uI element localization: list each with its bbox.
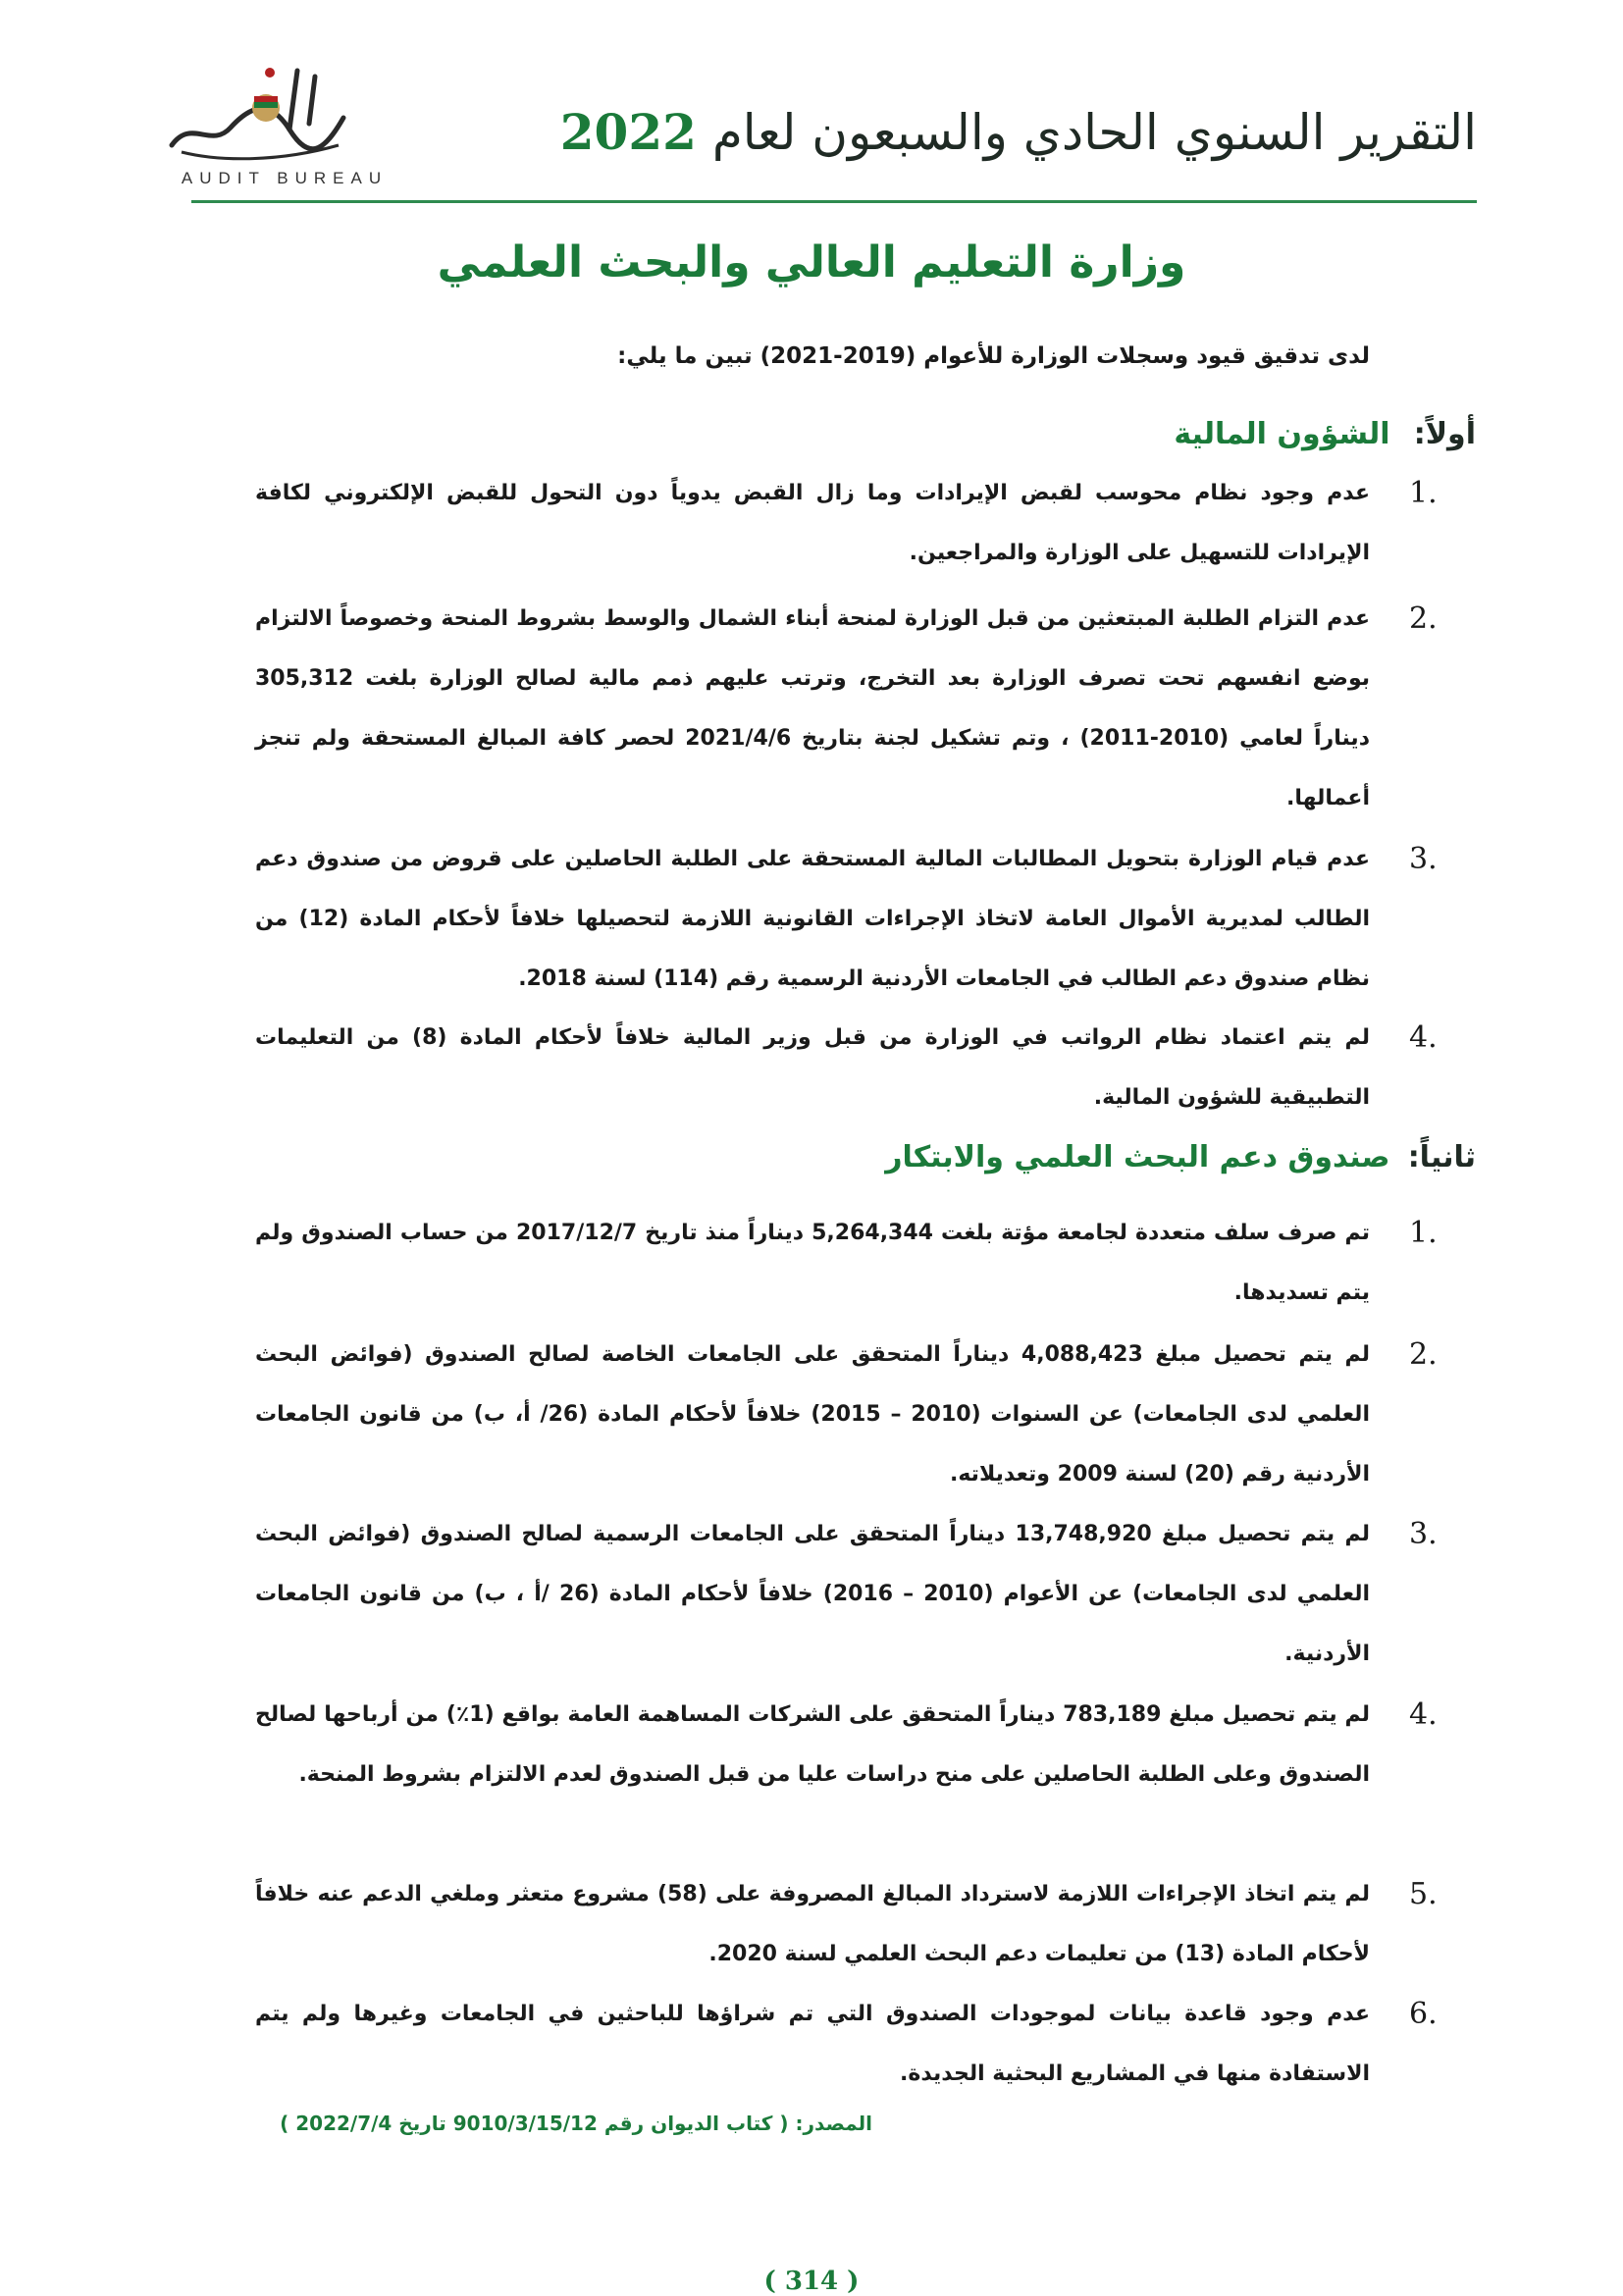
list-item [255,1504,1438,1684]
page-header [147,39,1477,196]
list-item [255,1008,1438,1127]
report-year: 2022 [559,103,697,161]
list-item [255,463,1438,583]
intro-text: لدى تدقيق قيود وسجلات الوزارة للأعوام (2019-2021) تبين ما يلي: [617,343,1370,369]
item-text: لم يتم اعتماد نظام الرواتب في الوزارة من قبل وزير المالية خلافاً لأحكام المادة (8) من التعليمات التطبيقية للشؤون المالية. [255,1025,1370,1110]
item-number: 1. [1409,476,1438,510]
item-text: لم يتم تحصيل مبلغ 783,189 ديناراً المتحقق على الشركات المساهمة العامة بواقع (1٪) من أرباحها لصالح الصندوق وعلى الطلبة الحاصلين على منح دراسات عليا من قبل الصندوق لعدم الالتزام بشروط المنحة. [255,1702,1371,1787]
list-item [255,1203,1438,1323]
report-title-text: التقرير السنوي الحادي والسبعون لعام [711,104,1477,161]
list-item [255,589,1438,828]
item-number: 4. [1409,1697,1438,1732]
list-item [255,829,1438,1009]
page-number: ( 314 ) [763,2267,860,2296]
item-number: 6. [1409,1997,1438,2031]
section-name: صندوق دعم البحث العلمي والابتكار [885,1140,1390,1174]
page-title: وزارة التعليم العالي والبحث العلمي [437,237,1186,287]
logo-subtitle: AUDIT BUREAU [181,169,389,187]
section-ordinal: أولاً: [1413,417,1476,451]
section-ordinal: ثانياً: [1407,1140,1476,1174]
item-number: 1. [1409,1216,1438,1250]
item-number: 5. [1409,1877,1438,1911]
item-number: 3. [1409,842,1438,876]
item-text: عدم وجود قاعدة بيانات لموجودات الصندوق التي تم شراؤها للباحثين في الجامعات وغيرها ولم يتم الاستفادة منها في المشاريع البحثية الجديدة. [255,2002,1370,2086]
item-text: لم يتم تحصيل مبلغ 13,748,920 ديناراً المتحقق على الجامعات الرسمية لصالح الصندوق (فوائض البحث العلمي لدى الجامعات) عن الأعوام (2010 – 2016) خلافاً لأحكام المادة (26 /أ ، ب) من قانون الجامعات الأردنية. [255,1522,1370,1666]
list-item [255,1685,1438,1804]
item-text: عدم وجود نظام محوسب لقبض الإيرادات وما زال القبض يدوياً دون التحول للقبض الإلكتروني لكافة الإيرادات للتسهيل على الوزارة والمراجعين. [255,481,1370,565]
logo-calligraphy-icon [152,59,358,167]
item-number: 2. [1409,1337,1438,1372]
list-item [255,1325,1438,1504]
list-item [255,1984,1438,2104]
item-number: 2. [1409,601,1438,636]
source-note: المصدر: ( كتاب الديوان رقم 9010/3/15/12 تاريخ 2022/7/4 ) [280,2112,872,2135]
report-title [560,103,1477,161]
item-number: 4. [1409,1020,1438,1055]
section-heading-1 [1174,417,1476,451]
item-text: عدم قيام الوزارة بتحويل المطالبات المالية المستحقة على الطلبة الحاصلين على قروض من صندوق دعم الطالب لمديرية الأموال العامة لاتخاذ الإجراءات القانونية اللازمة لتحصيلها خلافاً لأحكام المادة (12) من نظام صندوق دعم الطالب في الجامعات الأردنية الرسمية رقم (114) لسنة 2018. [255,847,1370,991]
item-text: تم صرف سلف متعددة لجامعة مؤتة بلغت 5,264,344 ديناراً منذ تاريخ 2017/12/7 من حساب الصندوق ولم يتم تسديدها. [255,1221,1370,1305]
item-text: لم يتم تحصيل مبلغ 4,088,423 ديناراً المتحقق على الجامعات الخاصة لصالح الصندوق (فوائض البحث العلمي لدى الجامعات) عن السنوات (2010 – 2015) خلافاً لأحكام المادة (26/ أ، ب) من قانون الجامعات الأردنية رقم (20) لسنة 2009 وتعديلاته. [255,1342,1370,1487]
header-divider [191,200,1477,203]
section-name: الشؤون المالية [1174,417,1390,451]
list-item [255,1864,1438,1984]
item-text: لم يتم اتخاذ الإجراءات اللازمة لاسترداد المبالغ المصروفة على (58) مشروع متعثر وملغي الدعم عنه خلافاً لأحكام المادة (13) من تعليمات دعم البحث العلمي لسنة 2020. [255,1882,1370,1966]
item-number: 3. [1409,1517,1438,1551]
audit-bureau-logo [147,59,422,186]
item-text: عدم التزام الطلبة المبتعثين من قبل الوزارة لمنحة أبناء الشمال والوسط بشروط المنحة وخصوصاً الالتزام بوضع انفسهم تحت تصرف الوزارة بعد التخرج، وترتب عليهم ذمم مالية لصالح الوزارة بلغت 305,312 ديناراً لعامي (2010-2011) ، وتم تشكيل لجنة بتاريخ 2021/4/6 لحصر كافة المبالغ المستحقة ولم تنجز أعمالها. [255,606,1370,810]
section-heading-2 [885,1140,1476,1174]
